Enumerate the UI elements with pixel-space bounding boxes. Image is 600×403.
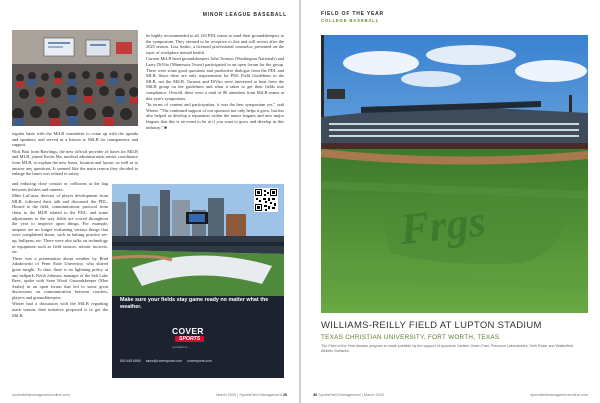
cover-sports-ad[interactable] [112, 184, 284, 378]
folio-publication: SportsField Management [239, 393, 282, 397]
paragraph: Current MiLB head groundskeepers John Turnout (Washington Nationals) and Larry DiVito (Minnesota Twins) participated in an open forum for the group. There were some good questions and productive dialogue from the PDL and MLB. Since there are only requirements for PDL Field Guidelines in the MLB, not the MiLB, Turnout and DiVito were interested to hear from the MiLB group on the guidelines and what it takes to get their fields into compliance. Overall, there were a total of 80 attendees from MiLB teams at this year's symposium. [146, 56, 284, 101]
article-column-narrow [12, 181, 108, 319]
folio-url: sportsfieldmanagementonline.com [530, 393, 588, 397]
svg-text:Frgs: Frgs [397, 196, 488, 255]
page-number: 30 [313, 393, 318, 397]
logo-sports-band: SPORTS [175, 336, 204, 342]
paragraph: be highly recommended to all 120 PDL teams to send their groundskeepers to the symposium. They seemed to be receptive to this and will revisit after the 2025 season. Liza Szabo, a licensed professional counselor, presented on the topic of workplace mental health. [146, 33, 284, 55]
folio-date: March 2025 [216, 393, 237, 397]
ad-website[interactable]: coversports.com [186, 359, 212, 363]
ad-contact-line [120, 359, 280, 363]
logo-subtext: a product of ... [172, 345, 190, 349]
section-subhead: COLLEGE BASEBALL [321, 18, 380, 23]
folio-url: sportsfieldmanagementonline.com [12, 393, 70, 397]
folio-page-info: March 2025 | SportsField Management 29 [216, 393, 287, 397]
article-column-wide [12, 131, 138, 178]
folio-date: March 2025 [363, 393, 384, 397]
ad-email[interactable]: sales@coversports.com [145, 359, 182, 363]
logo-cover-word: COVER [172, 326, 204, 336]
running-head: MINOR LEAGUE BASEBALL [202, 12, 287, 18]
paragraph: and reducing close contact or collisions at the bag between fielders and runners. [12, 181, 108, 192]
section-head: FIELD OF THE YEAR [321, 11, 384, 17]
ad-tagline: Make sure your fields stay game ready no matter what the weather. [120, 297, 269, 310]
field-name-caption: WILLIAMS-REILLY FIELD AT LUPTON STADIUM [321, 320, 542, 331]
cover-sports-logo [172, 326, 212, 352]
field-location-caption: TEXAS CHRISTIAN UNIVERSITY, FORT WORTH, TEXAS [321, 334, 500, 341]
right-page [301, 0, 600, 403]
article-column-right [146, 33, 284, 131]
page-number: 29 [282, 393, 287, 397]
meeting-photo [12, 30, 138, 126]
paragraph: Mike LaCassa, director of player development from MLB, followed their talk and discussed the PDL, Hosted to the field, communication, protocol from clubs to the MLB related to the PDL, and some adjustments to the way fields are scored throughout the year to improve upon things. For example, umpires are no longer evaluating various things that were complained about, such as batting practice set-up, bullpens, etc. There were also talks on technology in equipment such as field sensors, robotic mowers, etc. [12, 193, 108, 255]
paragraph: Winter had a discussion with the MiLB regarding mark season, then initiative proposed is to get the MiLB [12, 301, 108, 318]
sponsor-credit: The Field of the Year Awards program is made possible by the support of sponsors Carlisle Green Fast, Precision Laboratories, Seth Rowe and Watterfield Athletic Surfaces. [321, 344, 574, 353]
folio-page-info: 30 SportsField Management | March 2025 [313, 393, 384, 397]
qr-code[interactable] [254, 188, 278, 212]
paragraph: There was a presentation about weather by Brad Jakubowski of Penn State University, who shared great insight. To date, there is no lightning policy at any ballpark. Keith Johnson, manager of the Salt Lake Bees, spoke with Sean Wood Groundskeeper (Moe Szabo) in an open forum that led to some great discussions on communication between coaches, players and groundskeepers. [12, 255, 108, 300]
folio-publication: SportsField Management [318, 393, 361, 397]
paragraph: "In terms of content and participation, it was the best symposium yet," said Winter. "The continued support of our sponsors not only helps it grow, but has also helped us develop a reputation within the minor leagues and new major leagues that this is an event to be at if you want to grow and develop in this industry." ■ [146, 102, 284, 130]
ad-phone[interactable]: 800.445.6680 [120, 359, 141, 363]
paragraph: regular basis with the MiLB committee to come up with the agenda and speakers, and served as a liaison to MiLB for transparency and support. [12, 131, 138, 148]
left-page [0, 0, 299, 403]
paragraph: Nick Batt from Rawlings, the new official provider of bases for MiLB and MLB, joined Kevin Ma, medical administration senior coordinator from MLB, to explain the new bases, location and layout, as well as to answer any questions. It seemed like the main reason they decided to enlarge the bases was related to safety [12, 148, 138, 177]
stadium-photo [321, 35, 588, 313]
